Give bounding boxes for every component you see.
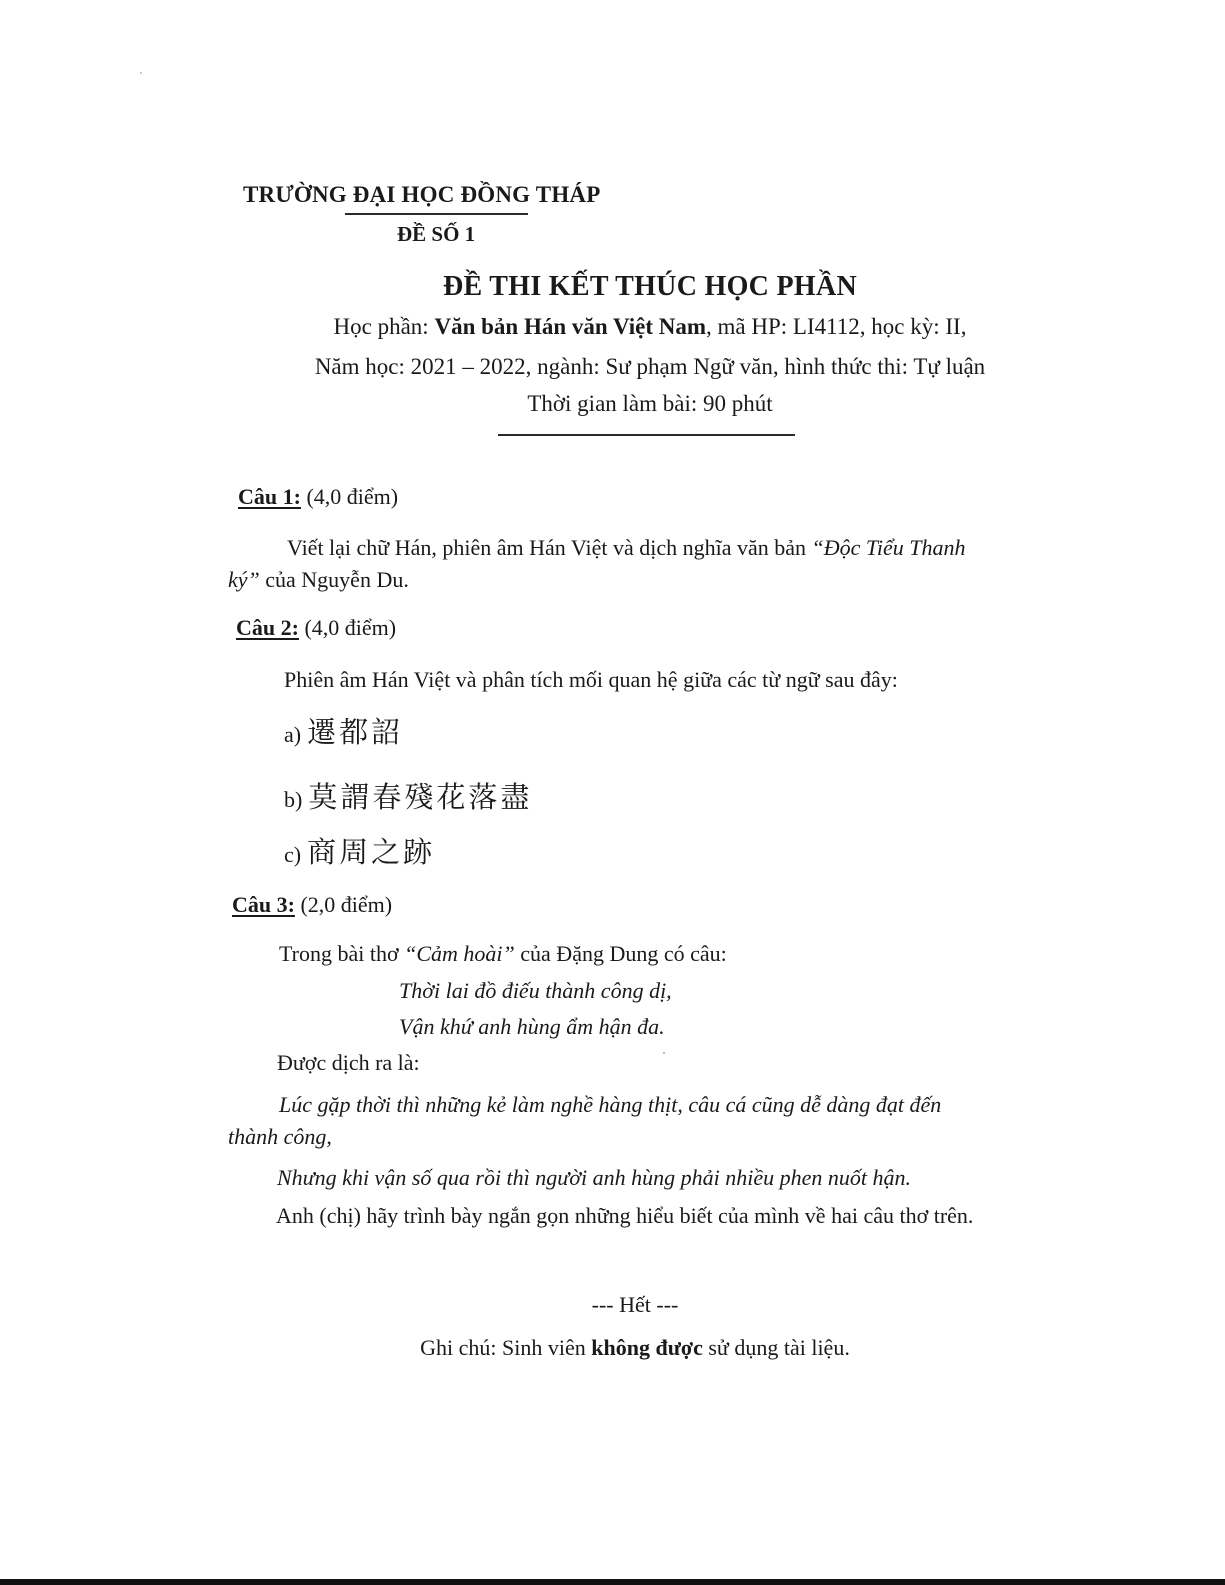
question-3-label: Câu 3: xyxy=(232,892,295,917)
scan-speck xyxy=(663,1052,665,1054)
han-item-marker: c) xyxy=(284,842,302,867)
exam-title: ĐỀ THI KẾT THÚC HỌC PHẦN xyxy=(442,271,858,302)
exam-number: ĐỀ SỐ 1 xyxy=(397,222,476,246)
question-3-intro-b: của Đặng Dung có câu: xyxy=(514,941,727,966)
han-item-marker: b) xyxy=(284,787,303,812)
question-1-work-title-b: ký” xyxy=(228,567,260,592)
poem-verse-2: Vận khứ anh hùng ẩm hận đa. xyxy=(399,1014,665,1039)
question-1-heading xyxy=(238,484,398,510)
question-2-prompt: Phiên âm Hán Việt và phân tích mối quan hệ giữa các từ ngữ sau đây: xyxy=(284,667,898,692)
note-text-a: Ghi chú: Sinh viên xyxy=(420,1335,592,1360)
question-3-ask: Anh (chị) hãy trình bày ngắn gọn những hiểu biết của mình về hai câu thơ trên. xyxy=(276,1203,974,1228)
translation-line-1-cont: thành công, xyxy=(228,1124,332,1149)
school-underline xyxy=(345,213,528,215)
school-name: TRƯỜNG ĐẠI HỌC ĐỒNG THÁP xyxy=(243,182,601,207)
han-item-c xyxy=(284,830,435,871)
course-line xyxy=(0,314,1225,340)
question-2-heading xyxy=(236,615,396,641)
end-marker: --- Hết --- xyxy=(591,1292,679,1317)
question-3-intro xyxy=(279,941,727,967)
han-item-text: 遷都詔 xyxy=(307,715,404,749)
poem-title: “Cảm hoài” xyxy=(404,941,515,966)
scan-bottom-edge xyxy=(0,1579,1225,1585)
question-3-heading xyxy=(232,892,392,918)
question-1-text-line2 xyxy=(228,567,409,593)
han-item-text: 莫謂春殘花落盡 xyxy=(308,780,533,814)
course-name: Văn bản Hán văn Việt Nam xyxy=(434,314,707,339)
scan-speck xyxy=(140,72,142,74)
course-prefix: Học phần: xyxy=(333,314,435,339)
question-3-intro-a: Trong bài thơ xyxy=(279,941,405,966)
note-text-bold: không được xyxy=(591,1335,703,1360)
year-line: Năm học: 2021 – 2022, ngành: Sư phạm Ngữ văn, hình thức thi: Tự luận xyxy=(314,354,986,379)
han-item-b xyxy=(284,775,532,816)
question-3-points: (2,0 điểm) xyxy=(294,892,393,917)
footer-note xyxy=(0,1335,1225,1361)
han-item-text: 商周之跡 xyxy=(307,835,436,869)
translation-line-1: Lúc gặp thời thì những kẻ làm nghề hàng thịt, câu cá cũng dễ dàng đạt đến xyxy=(279,1092,942,1117)
question-1-text-line1 xyxy=(287,535,966,561)
translation-intro: Được dịch ra là: xyxy=(277,1050,420,1075)
title-divider xyxy=(498,434,795,436)
poem-verse-1: Thời lai đồ điếu thành công dị, xyxy=(399,978,672,1003)
time-line: Thời gian làm bài: 90 phút xyxy=(527,391,773,416)
question-2-label: Câu 2: xyxy=(236,615,299,640)
question-1-work-title-a: “Độc Tiểu Thanh xyxy=(811,535,966,560)
question-2-points: (4,0 điểm) xyxy=(298,615,397,640)
note-text-b: sử dụng tài liệu. xyxy=(702,1335,850,1360)
question-1-label: Câu 1: xyxy=(238,484,301,509)
question-1-points: (4,0 điểm) xyxy=(300,484,399,509)
question-1-text-b: của Nguyễn Du. xyxy=(259,567,409,592)
question-1-text-a: Viết lại chữ Hán, phiên âm Hán Việt và dịch nghĩa văn bản xyxy=(287,535,812,560)
course-suffix: , mã HP: LI4112, học kỳ: II, xyxy=(706,314,967,339)
translation-line-2: Nhưng khi vận số qua rồi thì người anh hùng phải nhiều phen nuốt hận. xyxy=(277,1165,911,1190)
han-item-a xyxy=(284,710,403,751)
han-item-marker: a) xyxy=(284,722,302,747)
